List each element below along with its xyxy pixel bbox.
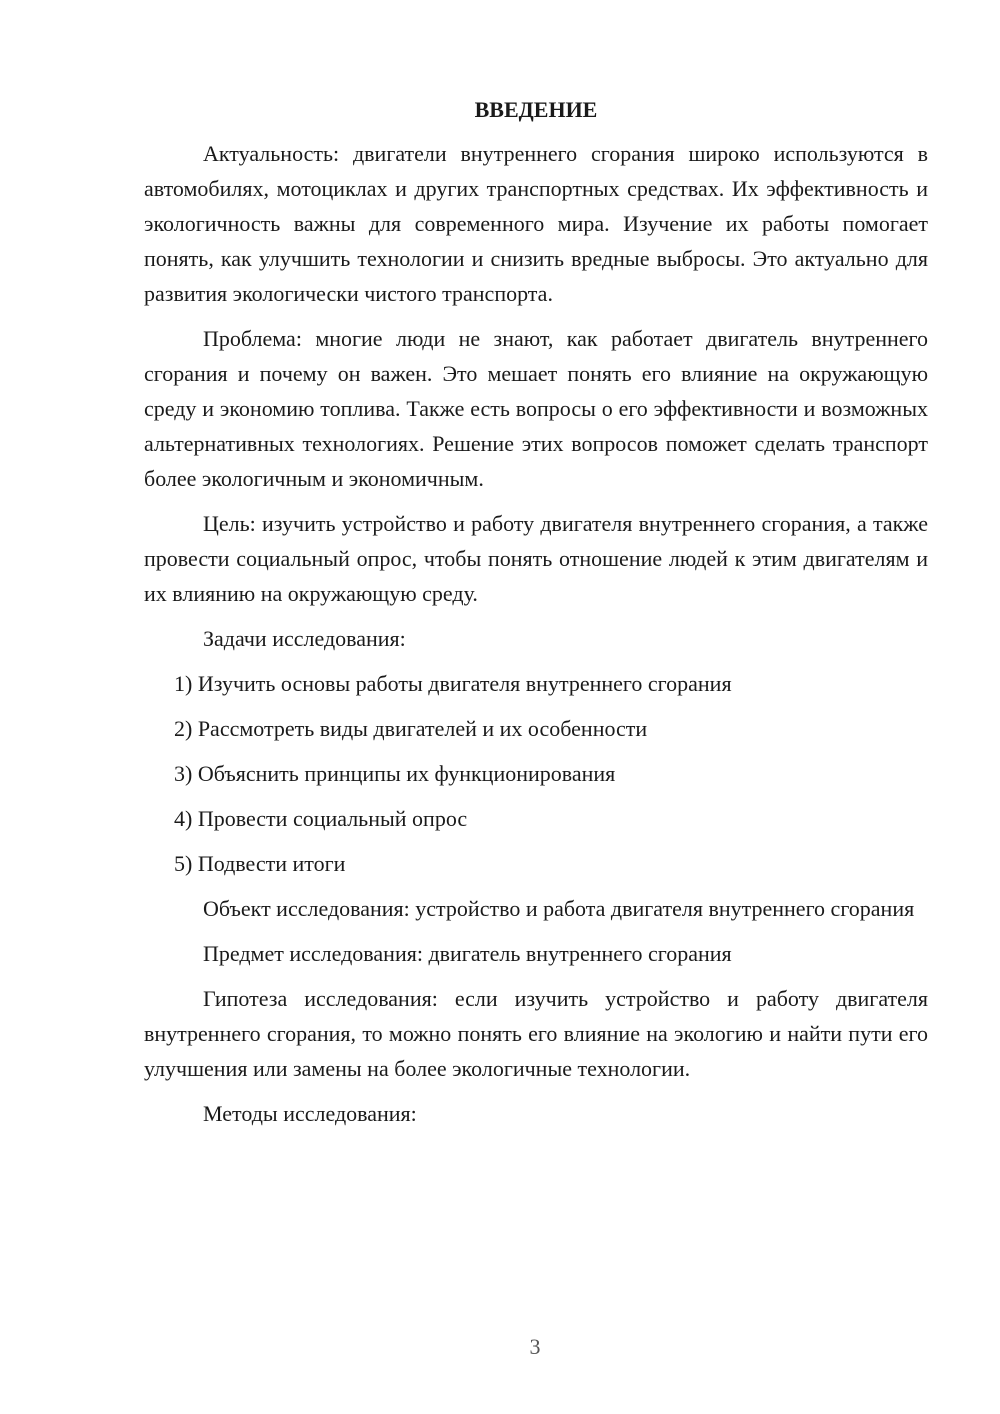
subject-paragraph: Предмет исследования: двигатель внутреннего сгорания bbox=[203, 941, 732, 966]
list-item: 4) Провести социальный опрос bbox=[174, 806, 468, 831]
document-page bbox=[144, 94, 928, 1141]
page-number: 3 bbox=[529, 1334, 541, 1359]
section-title: ВВЕДЕНИЕ bbox=[474, 97, 598, 122]
list-item: 1) Изучить основы работы двигателя внутреннего сгорания bbox=[174, 671, 732, 696]
list-item: 5) Подвести итоги bbox=[174, 851, 346, 876]
tasks-heading: Задачи исследования: bbox=[203, 626, 406, 651]
relevance-paragraph: Актуальность: двигатели внутреннего сгорания широко используются в автомобилях, мотоциклах и других транспортных средствах. Их эффективность и экологичность важны для современного мира. Изучение их работы помогает понять, как улучшить технологии и снизить вредные выбросы. Это актуально для развития экологически чистого транспорта. bbox=[144, 141, 928, 306]
tasks-list bbox=[144, 666, 928, 881]
goal-paragraph: Цель: изучить устройство и работу двигателя внутреннего сгорания, а также провести социальный опрос, чтобы понять отношение людей к этим двигателям и их влиянию на окружающую среду. bbox=[144, 511, 928, 606]
object-paragraph: Объект исследования: устройство и работа двигателя внутреннего сгорания bbox=[203, 896, 915, 921]
list-item: 3) Объяснить принципы их функционирования bbox=[174, 761, 616, 786]
problem-paragraph: Проблема: многие люди не знают, как работает двигатель внутреннего сгорания и почему он важен. Это мешает понять его влияние на окружающую среду и экономию топлива. Также есть вопросы о его эффективности и возможных альтернативных технологиях. Решение этих вопросов поможет сделать транспорт более экологичным и экономичным. bbox=[144, 326, 928, 491]
methods-heading: Методы исследования: bbox=[203, 1101, 417, 1126]
hypothesis-paragraph: Гипотеза исследования: если изучить устройство и работу двигателя внутреннего сгорания, то можно понять его влияние на экологию и найти пути его улучшения или замены на более экологичные технологии. bbox=[144, 986, 928, 1081]
list-item: 2) Рассмотреть виды двигателей и их особенности bbox=[174, 716, 648, 741]
